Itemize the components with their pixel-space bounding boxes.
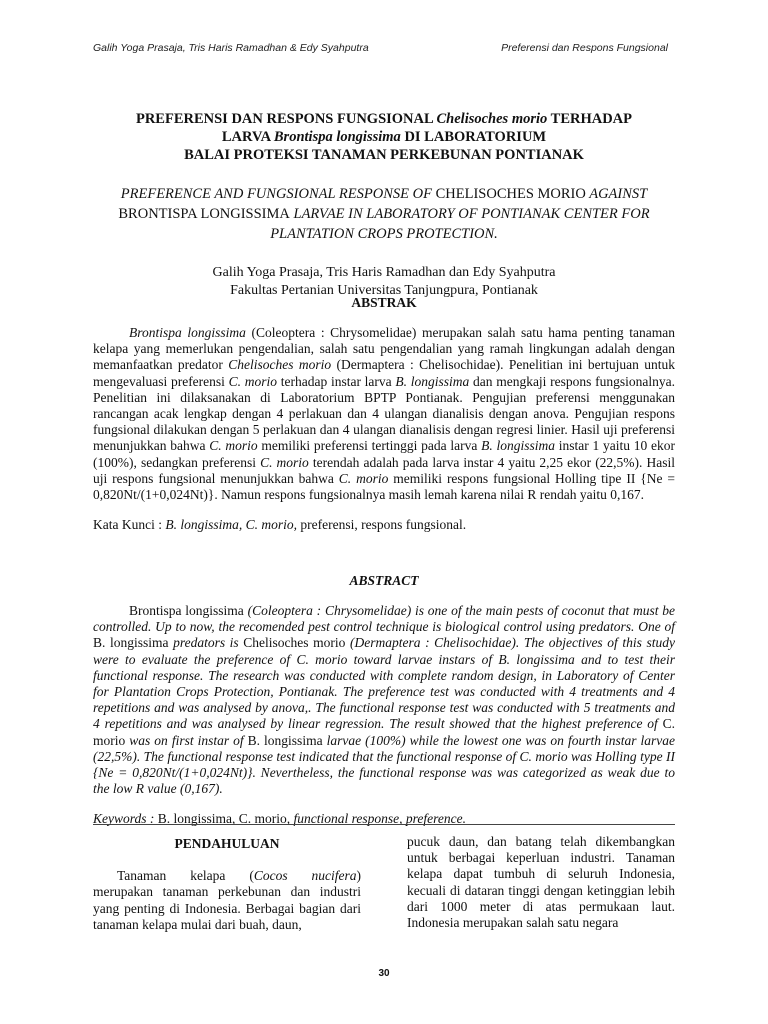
species-name: B. longissima xyxy=(247,732,323,748)
abstract-text: (Dermaptera : Chelisochidae). The objectives of this study were to evaluate the preference of C. morio toward larvae instars of B. longissima and to test their functional response. The research was conducted with complete random design, in Laboratory of Center for Plantation Crops Protection, Pontianak. The preference test was conducted with 4 treatments and 4 repetitions and was analysed by anova,. The functional response test was conducted with 5 treatments and 4 repetitions and was analysed by linear regression. The result showed that the highest preference of xyxy=(93,635,675,732)
page-number: 30 xyxy=(378,968,390,979)
title-id-part: TERHADAP xyxy=(547,111,633,127)
title-id-species: Brontispa longissima xyxy=(273,129,401,145)
header-short-title: Preferensi dan Respons Fungsional xyxy=(501,42,668,54)
title-en-species: BRONTISPA LONGISSIMA xyxy=(118,206,290,222)
abstrak-section xyxy=(93,295,675,533)
title-en-part: LARVAE IN LABORATORY OF PONTIANAK CENTER FOR xyxy=(289,206,650,222)
keywords-species: B. longissima, C. morio xyxy=(157,811,287,827)
abstract-body xyxy=(93,603,675,797)
intro-paragraph-right: pucuk daun, dan batang telah dikembangkan untuk berbagai keperluan industri. Tanaman kelapa dapat tumbuh di seluruh Indonesia, kecuali di dataran tinggi dengan ketinggian lebih dari 1000 meter di atas permukaan laut. Indonesia merupakan salah satu negara xyxy=(407,834,675,931)
species-name: C. morio xyxy=(93,716,675,748)
pendahuluan-heading: PENDAHULUAN xyxy=(174,836,280,851)
species-name: Brontispa longissima xyxy=(129,325,246,340)
abstract-text: (Coleoptera : Chrysomelidae) is one of the main pests of coconut that must be controlled. Up to now, the recomended pest control technique is biological control using predators. One of xyxy=(93,603,675,635)
title-en-part: PLANTATION CROPS PROTECTION. xyxy=(270,226,498,242)
section-divider xyxy=(93,824,675,825)
species-name: B. longissima xyxy=(395,373,470,389)
title-en-species: CHELISOCHES MORIO xyxy=(435,186,586,202)
keywords xyxy=(93,811,675,827)
title-id-part: BALAI PROTEKSI TANAMAN PERKEBUNAN PONTIANAK xyxy=(184,147,584,163)
species-name: B. longissima xyxy=(93,635,169,651)
species-name: Cocos nucifera xyxy=(253,868,357,884)
species-name: B. longissima xyxy=(481,438,555,454)
species-name: Chelisoches morio xyxy=(243,635,346,651)
abstract-text: larvae (100%) while the lowest one was on fourth instar larvae (22,5%). The functional response test indicated that the functional response of C. morio was Holling type II {Ne = 0,820Nt/(1+0,024Nt)}. Nevertheless, the functional response was was categorized as weak due to the low R value (0,167). xyxy=(93,732,675,797)
abstrak-text: terendah adalah pada larva instar 4 yaitu 2,25 ekor (22,5%). Hasil uji respons fungsional menunjukkan bahwa xyxy=(93,454,676,486)
kata-kunci-terms: preferensi, respons fungsional. xyxy=(297,517,467,533)
species-name: C. morio xyxy=(209,438,258,454)
kata-kunci-species: B. longissima, C. morio, xyxy=(165,517,297,533)
abstract-text: predators is xyxy=(168,635,244,651)
title-id-part: LARVA xyxy=(221,129,274,145)
title-english xyxy=(93,184,675,244)
abstrak-text: memiliki respons fungsional Holling tipe II {Ne = 0,820Nt/(1+0,024Nt)}. Namun respons fungsionalnya masih lemah karena nilai R rendah yaitu 0,167. xyxy=(93,470,675,503)
running-header xyxy=(93,42,668,54)
species-name: C. morio xyxy=(260,454,309,470)
abstrak-text: terhadap instar larva xyxy=(277,373,396,389)
species-name: Brontispa longissima xyxy=(129,603,244,618)
abstrak-text: memiliki preferensi tertinggi pada larva xyxy=(257,438,482,454)
body-columns xyxy=(93,834,675,933)
left-column xyxy=(93,834,361,933)
title-id-part: PREFERENSI DAN RESPONS FUNGSIONAL xyxy=(135,111,437,127)
title-id-part: DI LABORATORIUM xyxy=(400,129,547,145)
author-names: Galih Yoga Prasaja, Tris Haris Ramadhan dan Edy Syahputra xyxy=(212,265,556,280)
kata-kunci-label: Kata Kunci : xyxy=(93,517,166,533)
kata-kunci xyxy=(93,517,675,533)
title-indonesian xyxy=(93,110,675,164)
abstrak-body xyxy=(93,325,675,503)
intro-text: ) merupakan tanaman perkebunan dan industri yang penting di Indonesia. Berbagai bagian dari tanaman kelapa mulai dari buah, daun, xyxy=(93,868,361,932)
title-en-part: PREFERENCE AND FUNGSIONAL RESPONSE OF xyxy=(120,186,436,202)
right-column xyxy=(407,834,675,933)
species-name: Chelisoches morio xyxy=(228,357,332,373)
abstrak-text: (Coleoptera : Chrysomelidae) merupakan salah satu hama penting tanaman kelapa yang memerlukan pengendalian, salah satu pengendalian yang ramah lingkungan adalah dengan memanfaatkan predator xyxy=(93,325,675,373)
abstract-text: was on first instar of xyxy=(125,732,248,748)
abstrak-text: instar 1 yaitu 10 ekor (100%), sedangkan preferensi xyxy=(93,438,675,470)
title-block xyxy=(93,110,675,300)
header-authors: Galih Yoga Prasaja, Tris Haris Ramadhan & Edy Syahputra xyxy=(93,42,369,54)
species-name: C. morio xyxy=(228,373,278,389)
abstract-section xyxy=(93,573,675,827)
title-id-species: Chelisoches morio xyxy=(436,111,548,127)
species-name: C. morio xyxy=(338,470,389,486)
abstrak-text: (Dermaptera : Chelisochidae). Penelitian ini bertujuan untuk mengevaluasi preferensi xyxy=(93,357,675,389)
intro-text: Tanaman kelapa ( xyxy=(117,868,254,884)
keywords-label: Keywords : xyxy=(93,811,158,827)
author-affiliation: Fakultas Pertanian Universitas Tanjungpura, Pontianak xyxy=(230,283,538,298)
title-en-part: AGAINST xyxy=(585,186,648,202)
abstract-heading: ABSTRACT xyxy=(349,573,419,588)
keywords-terms: , functional response, preference. xyxy=(286,811,466,827)
abstrak-heading: ABSTRAK xyxy=(351,295,417,310)
abstrak-text: dan mengkaji respons fungsionalnya. Penelitian ini dilaksanakan di Laboratorium BPTP Pontianak. Pengujian preferensi menggunakan rancangan acak lengkap dengan 4 perlakuan dan 4 ulangan dianalisis dengan anova. Pengujian respons fungsional dilakukan dengan 5 perlakuan dan 4 ulangan dianalisis dengan regresi linier. Hasil uji preferensi menunjukkan bahwa xyxy=(93,373,675,454)
intro-paragraph-left xyxy=(93,868,361,933)
